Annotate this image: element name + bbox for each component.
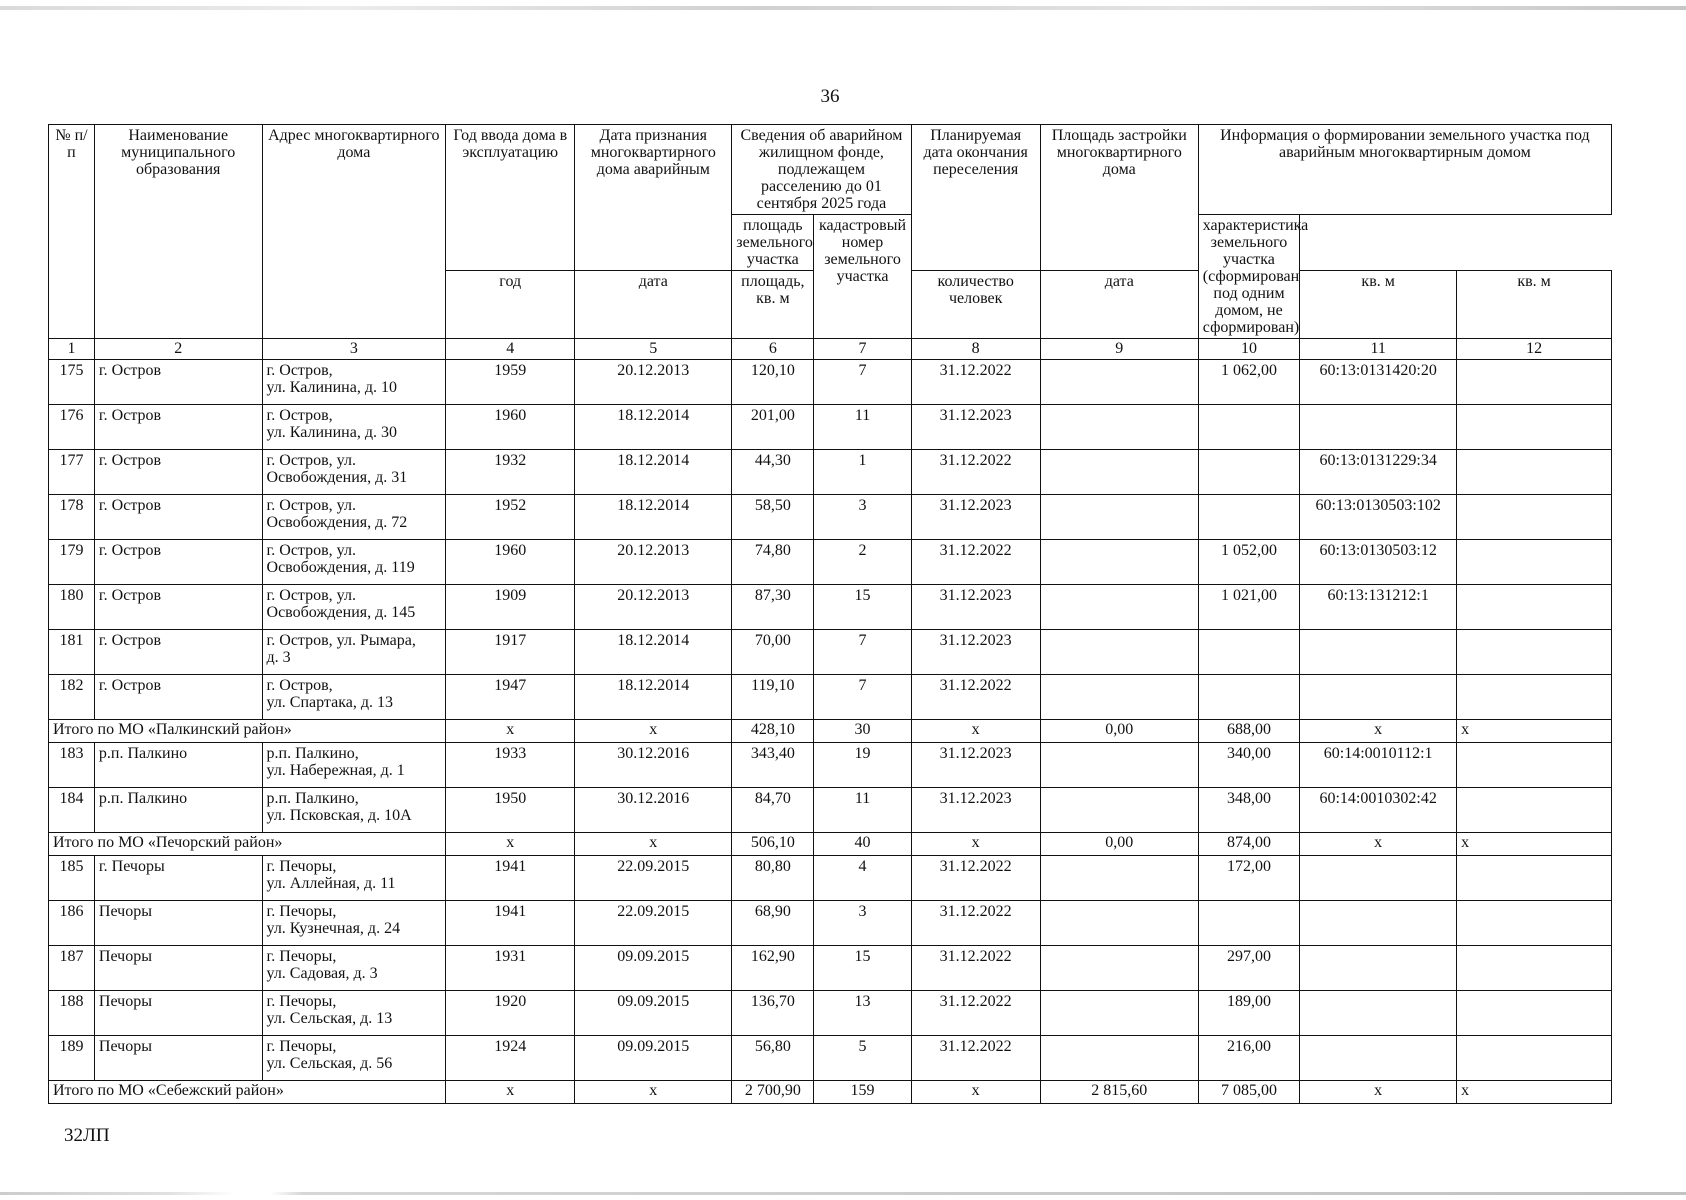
recognition-date: 09.09.2015	[575, 991, 732, 1036]
total-label: Итого по МО «Себежский район»	[49, 1081, 446, 1104]
col-number: 1	[49, 339, 95, 360]
build-area	[1040, 450, 1198, 495]
commission-year: 1959	[446, 360, 575, 405]
total-date: x	[575, 1081, 732, 1104]
municipality-name: г. Остров	[94, 540, 262, 585]
land-area	[1198, 495, 1299, 540]
recognition-date: 09.09.2015	[575, 946, 732, 991]
municipality-name: г. Остров	[94, 675, 262, 720]
address-line-2: ул. Садовая, д. 3	[266, 965, 378, 982]
address-line-1: г. Остров,	[266, 362, 333, 379]
land-characteristic	[1457, 495, 1612, 540]
commission-year: 1950	[446, 788, 575, 833]
build-area	[1040, 991, 1198, 1036]
total-build-area: 0,00	[1040, 720, 1198, 743]
planned-date: 31.12.2023	[911, 585, 1040, 630]
recognition-date: 20.12.2013	[575, 585, 732, 630]
address-line-1: р.п. Палкино,	[266, 790, 359, 807]
cadastral-number: 60:14:0010302:42	[1300, 788, 1457, 833]
row-number: 179	[49, 540, 95, 585]
commission-year: 1960	[446, 405, 575, 450]
planned-date: 31.12.2023	[911, 743, 1040, 788]
row-number: 182	[49, 675, 95, 720]
fund-area: 119,10	[732, 675, 814, 720]
house-address	[262, 788, 446, 833]
address-line-2: ул. Калинина, д. 30	[266, 424, 397, 441]
house-address	[262, 630, 446, 675]
fund-area: 70,00	[732, 630, 814, 675]
people-count: 7	[814, 675, 911, 720]
total-row	[49, 833, 1612, 856]
commission-year: 1924	[446, 1036, 575, 1081]
house-address	[262, 405, 446, 450]
col-number: 11	[1300, 339, 1457, 360]
address-line-2: ул. Аллейная, д. 11	[266, 875, 396, 892]
land-characteristic	[1457, 630, 1612, 675]
people-count: 13	[814, 991, 911, 1036]
fund-area: 136,70	[732, 991, 814, 1036]
house-address	[262, 495, 446, 540]
address-line-1: г. Печоры,	[266, 948, 337, 965]
recognition-date: 30.12.2016	[575, 743, 732, 788]
address-line-2: ул. Сельская, д. 56	[266, 1055, 393, 1072]
build-area	[1040, 405, 1198, 450]
table-row	[49, 405, 1612, 450]
planned-date: 31.12.2022	[911, 856, 1040, 901]
fund-area: 58,50	[732, 495, 814, 540]
table-row	[49, 450, 1612, 495]
land-characteristic	[1457, 991, 1612, 1036]
row-number: 181	[49, 630, 95, 675]
address-line-2: Освобождения, д. 72	[266, 514, 408, 531]
housing-registry-table	[48, 124, 1612, 1104]
land-characteristic	[1457, 901, 1612, 946]
unit-date2: дата	[1040, 271, 1198, 339]
house-address	[262, 946, 446, 991]
total-row	[49, 1081, 1612, 1104]
people-count: 1	[814, 450, 911, 495]
col-number: 2	[94, 339, 262, 360]
cadastral-number: 60:13:0131420:20	[1300, 360, 1457, 405]
people-count: 3	[814, 495, 911, 540]
header-build-area: Площадь застройки многоквартирного дома	[1040, 125, 1198, 271]
house-address	[262, 856, 446, 901]
land-characteristic	[1457, 675, 1612, 720]
cadastral-number	[1300, 675, 1457, 720]
address-line-2: Освобождения, д. 31	[266, 469, 408, 486]
table-row	[49, 675, 1612, 720]
unit-area: площадь, кв. м	[732, 271, 814, 339]
build-area	[1040, 540, 1198, 585]
col-number: 10	[1198, 339, 1299, 360]
municipality-name: г. Остров	[94, 585, 262, 630]
planned-date: 31.12.2022	[911, 360, 1040, 405]
recognition-date: 18.12.2014	[575, 405, 732, 450]
table-row	[49, 991, 1612, 1036]
address-line-1: г. Печоры,	[266, 1038, 337, 1055]
people-count: 7	[814, 630, 911, 675]
build-area	[1040, 743, 1198, 788]
cadastral-number: 60:13:0130503:12	[1300, 540, 1457, 585]
header-num: № п/п	[49, 125, 95, 339]
total-characteristic: x	[1457, 1081, 1612, 1104]
address-line-1: г. Остров, ул.	[266, 452, 356, 469]
col-number: 4	[446, 339, 575, 360]
land-area	[1198, 901, 1299, 946]
commission-year: 1931	[446, 946, 575, 991]
planned-date: 31.12.2022	[911, 675, 1040, 720]
commission-year: 1960	[446, 540, 575, 585]
address-line-2: д. 3	[266, 649, 291, 666]
people-count: 15	[814, 585, 911, 630]
table-row	[49, 495, 1612, 540]
address-line-1: г. Остров, ул.	[266, 542, 356, 559]
house-address	[262, 450, 446, 495]
address-line-2: Освобождения, д. 119	[266, 559, 415, 576]
header-land-char: характеристика земельного участка (сформирован под одним домом, не сформирован)	[1198, 215, 1299, 339]
total-planned: x	[911, 720, 1040, 743]
table-row	[49, 946, 1612, 991]
house-address	[262, 540, 446, 585]
total-people: 159	[814, 1081, 911, 1104]
commission-year: 1909	[446, 585, 575, 630]
fund-area: 84,70	[732, 788, 814, 833]
scan-edge-top	[0, 6, 1686, 10]
address-line-2: ул. Сельская, д. 13	[266, 1010, 393, 1027]
build-area	[1040, 495, 1198, 540]
address-line-1: г. Печоры,	[266, 903, 337, 920]
cadastral-number	[1300, 856, 1457, 901]
land-area: 216,00	[1198, 1036, 1299, 1081]
cadastral-number	[1300, 991, 1457, 1036]
land-area	[1198, 630, 1299, 675]
header-cadastral: кадастровый номер земельного участка	[814, 215, 911, 339]
municipality-name: р.п. Палкино	[94, 788, 262, 833]
header-fund: Сведения об аварийном жилищном фонде, подлежащем расселению до 01 сентября 2025 года	[732, 125, 911, 215]
fund-area: 80,80	[732, 856, 814, 901]
people-count: 11	[814, 788, 911, 833]
people-count: 2	[814, 540, 911, 585]
table-row	[49, 360, 1612, 405]
table-row	[49, 856, 1612, 901]
row-number: 188	[49, 991, 95, 1036]
land-characteristic	[1457, 585, 1612, 630]
land-area: 1 021,00	[1198, 585, 1299, 630]
land-area: 189,00	[1198, 991, 1299, 1036]
total-characteristic: x	[1457, 833, 1612, 856]
fund-area: 68,90	[732, 901, 814, 946]
page-number: 36	[820, 86, 840, 107]
total-year: x	[446, 1081, 575, 1104]
build-area	[1040, 901, 1198, 946]
cadastral-number: 60:13:0130503:102	[1300, 495, 1457, 540]
cadastral-number: 60:14:0010112:1	[1300, 743, 1457, 788]
land-area: 172,00	[1198, 856, 1299, 901]
land-area: 297,00	[1198, 946, 1299, 991]
address-line-2: ул. Псковская, д. 10А	[266, 807, 412, 824]
recognition-date: 20.12.2013	[575, 540, 732, 585]
municipality-name: Печоры	[94, 901, 262, 946]
commission-year: 1952	[446, 495, 575, 540]
total-land-area: 7 085,00	[1198, 1081, 1299, 1104]
unit-date: дата	[575, 271, 732, 339]
land-area: 348,00	[1198, 788, 1299, 833]
fund-area: 87,30	[732, 585, 814, 630]
address-line-2: ул. Кузнечная, д. 24	[266, 920, 401, 937]
recognition-date: 18.12.2014	[575, 675, 732, 720]
land-characteristic	[1457, 360, 1612, 405]
people-count: 5	[814, 1036, 911, 1081]
house-address	[262, 743, 446, 788]
address-line-2: ул. Калинина, д. 10	[266, 379, 397, 396]
table-row	[49, 630, 1612, 675]
total-people: 30	[814, 720, 911, 743]
address-line-1: г. Печоры,	[266, 858, 337, 875]
planned-date: 31.12.2022	[911, 946, 1040, 991]
total-year: x	[446, 720, 575, 743]
people-count: 3	[814, 901, 911, 946]
build-area	[1040, 360, 1198, 405]
land-area: 1 062,00	[1198, 360, 1299, 405]
header-planned: Планируемая дата окончания переселения	[911, 125, 1040, 271]
municipality-name: Печоры	[94, 946, 262, 991]
land-characteristic	[1457, 405, 1612, 450]
unit-year: год	[446, 271, 575, 339]
land-characteristic	[1457, 856, 1612, 901]
total-year: x	[446, 833, 575, 856]
people-count: 19	[814, 743, 911, 788]
commission-year: 1941	[446, 901, 575, 946]
land-characteristic	[1457, 1036, 1612, 1081]
recognition-date: 18.12.2014	[575, 450, 732, 495]
build-area	[1040, 856, 1198, 901]
col-number: 12	[1457, 339, 1612, 360]
scan-edge-bottom	[0, 1192, 1686, 1195]
table-row	[49, 585, 1612, 630]
build-area	[1040, 630, 1198, 675]
row-number: 184	[49, 788, 95, 833]
municipality-name: г. Остров	[94, 405, 262, 450]
recognition-date: 09.09.2015	[575, 1036, 732, 1081]
planned-date: 31.12.2022	[911, 1036, 1040, 1081]
unit-people: количество человек	[911, 271, 1040, 339]
land-characteristic	[1457, 946, 1612, 991]
build-area	[1040, 585, 1198, 630]
commission-year: 1917	[446, 630, 575, 675]
commission-year: 1920	[446, 991, 575, 1036]
build-area	[1040, 946, 1198, 991]
table-row	[49, 788, 1612, 833]
planned-date: 31.12.2023	[911, 405, 1040, 450]
total-planned: x	[911, 1081, 1040, 1104]
planned-date: 31.12.2023	[911, 788, 1040, 833]
house-address	[262, 901, 446, 946]
land-characteristic	[1457, 788, 1612, 833]
people-count: 15	[814, 946, 911, 991]
total-cadastral: x	[1300, 720, 1457, 743]
col-number: 8	[911, 339, 1040, 360]
col-number: 9	[1040, 339, 1198, 360]
land-characteristic	[1457, 540, 1612, 585]
build-area	[1040, 1036, 1198, 1081]
header-address: Адрес многоквартирного дома	[262, 125, 446, 339]
footer-code: 32ЛП	[64, 1125, 110, 1146]
municipality-name: р.п. Палкино	[94, 743, 262, 788]
people-count: 7	[814, 360, 911, 405]
address-line-1: г. Остров, ул. Рымара,	[266, 632, 416, 649]
commission-year: 1941	[446, 856, 575, 901]
municipality-name: г. Остров	[94, 450, 262, 495]
address-line-2: ул. Набережная, д. 1	[266, 762, 405, 779]
header-mo: Наименование муниципального образования	[94, 125, 262, 339]
row-number: 177	[49, 450, 95, 495]
col-number: 7	[814, 339, 911, 360]
cadastral-number	[1300, 630, 1457, 675]
header-recognition: Дата признания многоквартирного дома аварийным	[575, 125, 732, 271]
municipality-name: г. Остров	[94, 360, 262, 405]
cadastral-number	[1300, 405, 1457, 450]
house-address	[262, 991, 446, 1036]
planned-date: 31.12.2022	[911, 450, 1040, 495]
address-line-1: г. Остров, ул.	[266, 497, 356, 514]
total-row	[49, 720, 1612, 743]
address-line-1: г. Остров,	[266, 677, 333, 694]
row-number: 187	[49, 946, 95, 991]
row-number: 176	[49, 405, 95, 450]
address-line-2: ул. Спартака, д. 13	[266, 694, 393, 711]
total-cadastral: x	[1300, 1081, 1457, 1104]
total-cadastral: x	[1300, 833, 1457, 856]
fund-area: 44,30	[732, 450, 814, 495]
land-area	[1198, 450, 1299, 495]
address-line-1: р.п. Палкино,	[266, 745, 359, 762]
fund-area: 343,40	[732, 743, 814, 788]
row-number: 186	[49, 901, 95, 946]
col-number: 3	[262, 339, 446, 360]
address-line-1: г. Печоры,	[266, 993, 337, 1010]
total-label: Итого по МО «Печорский район»	[49, 833, 446, 856]
commission-year: 1947	[446, 675, 575, 720]
unit-sqm: кв. м	[1300, 271, 1457, 339]
row-number: 175	[49, 360, 95, 405]
people-count: 4	[814, 856, 911, 901]
build-area	[1040, 675, 1198, 720]
land-characteristic	[1457, 743, 1612, 788]
total-date: x	[575, 833, 732, 856]
fund-area: 162,90	[732, 946, 814, 991]
fund-area: 120,10	[732, 360, 814, 405]
municipality-name: Печоры	[94, 1036, 262, 1081]
house-address	[262, 585, 446, 630]
total-date: x	[575, 720, 732, 743]
table-row	[49, 540, 1612, 585]
people-count: 11	[814, 405, 911, 450]
header-land-area: площадь земельного участка	[732, 215, 814, 271]
row-number: 183	[49, 743, 95, 788]
column-numbers-row	[49, 339, 1612, 360]
col-number: 6	[732, 339, 814, 360]
land-area: 340,00	[1198, 743, 1299, 788]
build-area	[1040, 788, 1198, 833]
address-line-2: Освобождения, д. 145	[266, 604, 416, 621]
total-build-area: 0,00	[1040, 833, 1198, 856]
total-land-area: 874,00	[1198, 833, 1299, 856]
row-number: 178	[49, 495, 95, 540]
planned-date: 31.12.2023	[911, 495, 1040, 540]
cadastral-number	[1300, 901, 1457, 946]
land-area	[1198, 675, 1299, 720]
header-year: Год ввода дома в эксплуатацию	[446, 125, 575, 271]
planned-date: 31.12.2023	[911, 630, 1040, 675]
recognition-date: 22.09.2015	[575, 901, 732, 946]
cadastral-number	[1300, 946, 1457, 991]
planned-date: 31.12.2022	[911, 540, 1040, 585]
fund-area: 74,80	[732, 540, 814, 585]
commission-year: 1933	[446, 743, 575, 788]
municipality-name: г. Остров	[94, 630, 262, 675]
municipality-name: Печоры	[94, 991, 262, 1036]
cadastral-number: 60:13:0131229:34	[1300, 450, 1457, 495]
municipality-name: г. Печоры	[94, 856, 262, 901]
cadastral-number: 60:13:131212:1	[1300, 585, 1457, 630]
total-land-area: 688,00	[1198, 720, 1299, 743]
col-number: 5	[575, 339, 732, 360]
land-area: 1 052,00	[1198, 540, 1299, 585]
house-address	[262, 675, 446, 720]
planned-date: 31.12.2022	[911, 991, 1040, 1036]
fund-area: 56,80	[732, 1036, 814, 1081]
recognition-date: 20.12.2013	[575, 360, 732, 405]
row-number: 189	[49, 1036, 95, 1081]
land-characteristic	[1457, 450, 1612, 495]
table-row	[49, 901, 1612, 946]
recognition-date: 30.12.2016	[575, 788, 732, 833]
recognition-date: 18.12.2014	[575, 495, 732, 540]
total-area: 2 700,90	[732, 1081, 814, 1104]
row-number: 180	[49, 585, 95, 630]
total-label: Итого по МО «Палкинский район»	[49, 720, 446, 743]
address-line-1: г. Остров, ул.	[266, 587, 356, 604]
house-address	[262, 1036, 446, 1081]
recognition-date: 18.12.2014	[575, 630, 732, 675]
total-people: 40	[814, 833, 911, 856]
planned-date: 31.12.2022	[911, 901, 1040, 946]
commission-year: 1932	[446, 450, 575, 495]
header-land-info: Информация о формировании земельного участка под аварийным многоквартирным домом	[1198, 125, 1611, 215]
cadastral-number	[1300, 1036, 1457, 1081]
row-number: 185	[49, 856, 95, 901]
land-area	[1198, 405, 1299, 450]
address-line-1: г. Остров,	[266, 407, 333, 424]
total-planned: x	[911, 833, 1040, 856]
fund-area: 201,00	[732, 405, 814, 450]
total-characteristic: x	[1457, 720, 1612, 743]
municipality-name: г. Остров	[94, 495, 262, 540]
total-area: 428,10	[732, 720, 814, 743]
house-address	[262, 360, 446, 405]
total-area: 506,10	[732, 833, 814, 856]
unit-sqm2: кв. м	[1457, 271, 1612, 339]
table-row	[49, 743, 1612, 788]
recognition-date: 22.09.2015	[575, 856, 732, 901]
total-build-area: 2 815,60	[1040, 1081, 1198, 1104]
table-row	[49, 1036, 1612, 1081]
